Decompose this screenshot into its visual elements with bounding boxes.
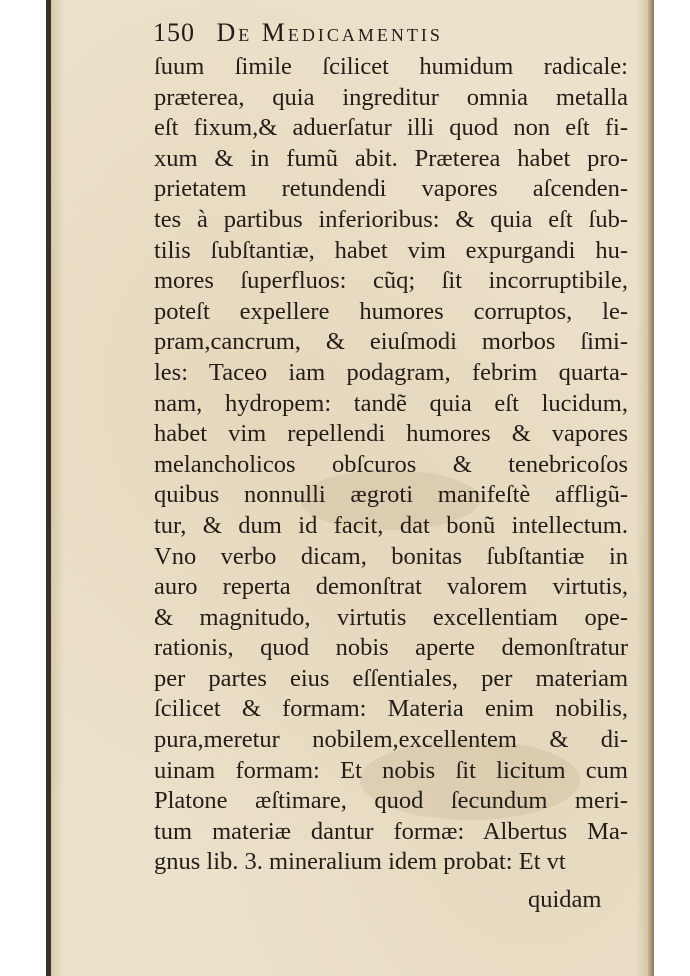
text-line: les: Taceo iam podagram, febrim quarta- [154,358,628,386]
text-line: tur, & dum id facit, dat bonũ intellectum. [154,511,628,539]
text-line: uinam formam: Et nobis ſit licitum cum [154,756,628,784]
text-line: pura,meretur nobilem,excellentem & di- [154,726,628,754]
text-line: gnus lib. 3. mineralium idem probat: Et vt [154,848,566,876]
text-line: melancholicos obſcuros & tenebricoſos [154,450,628,478]
text-line: rationis, quod nobis aperte demonſtratur [154,634,628,662]
text-line: ſuum ſimile ſcilicet humidum radicale: [154,53,628,80]
text-body [154,52,628,878]
text-line: per partes eius eſſentiales, per materiam [154,664,628,692]
text-line: pram,cancrum, & eiuſmodi morbos ſimi- [154,328,628,356]
running-title: De Medicamentis [216,18,443,47]
text-line: tes à partibus inferioribus: & quia eſt ſub- [154,205,628,233]
catchword: quidam [528,886,602,913]
text-line: ſcilicet & formam: Materia enim nobilis, [154,695,628,723]
text-line: Platone æſtimare, quod ſecundum meri- [154,787,628,815]
text-line: nam, hydropem: tandẽ quia eſt lucidum, [154,389,628,417]
text-line: tum materiæ dantur formæ: Albertus Ma- [154,817,628,845]
text-line: præterea, quia ingreditur omnia metalla [154,83,628,111]
text-line: tilis ſubſtantiæ, habet vim expurgandi hu- [154,236,628,264]
text-line: eſt fixum,& aduerſatur illi quod non eſt fi- [154,114,628,142]
text-line: auro reperta demonſtrat valorem virtutis, [154,573,628,601]
text-line: quibus nonnulli ægroti manifeſtè affligũ- [154,481,628,509]
text-line: poteſt expellere humores corruptos, le- [154,297,628,325]
text-line: Vno verbo dicam, bonitas ſubſtantiæ in [154,542,628,570]
text-line: xum & in fumũ abit. Præterea habet pro- [154,144,628,172]
text-line: prietatem retundendi vapores aſcenden- [154,175,628,203]
page-number: 150 [153,18,195,47]
text-line: & magnitudo, virtutis excellentiam ope- [154,603,628,631]
running-head [153,14,623,52]
text-line: habet vim repellendi humores & vapores [154,420,628,448]
text-line: mores ſuperfluos: cũq; ſit incorruptibile, [154,267,628,295]
